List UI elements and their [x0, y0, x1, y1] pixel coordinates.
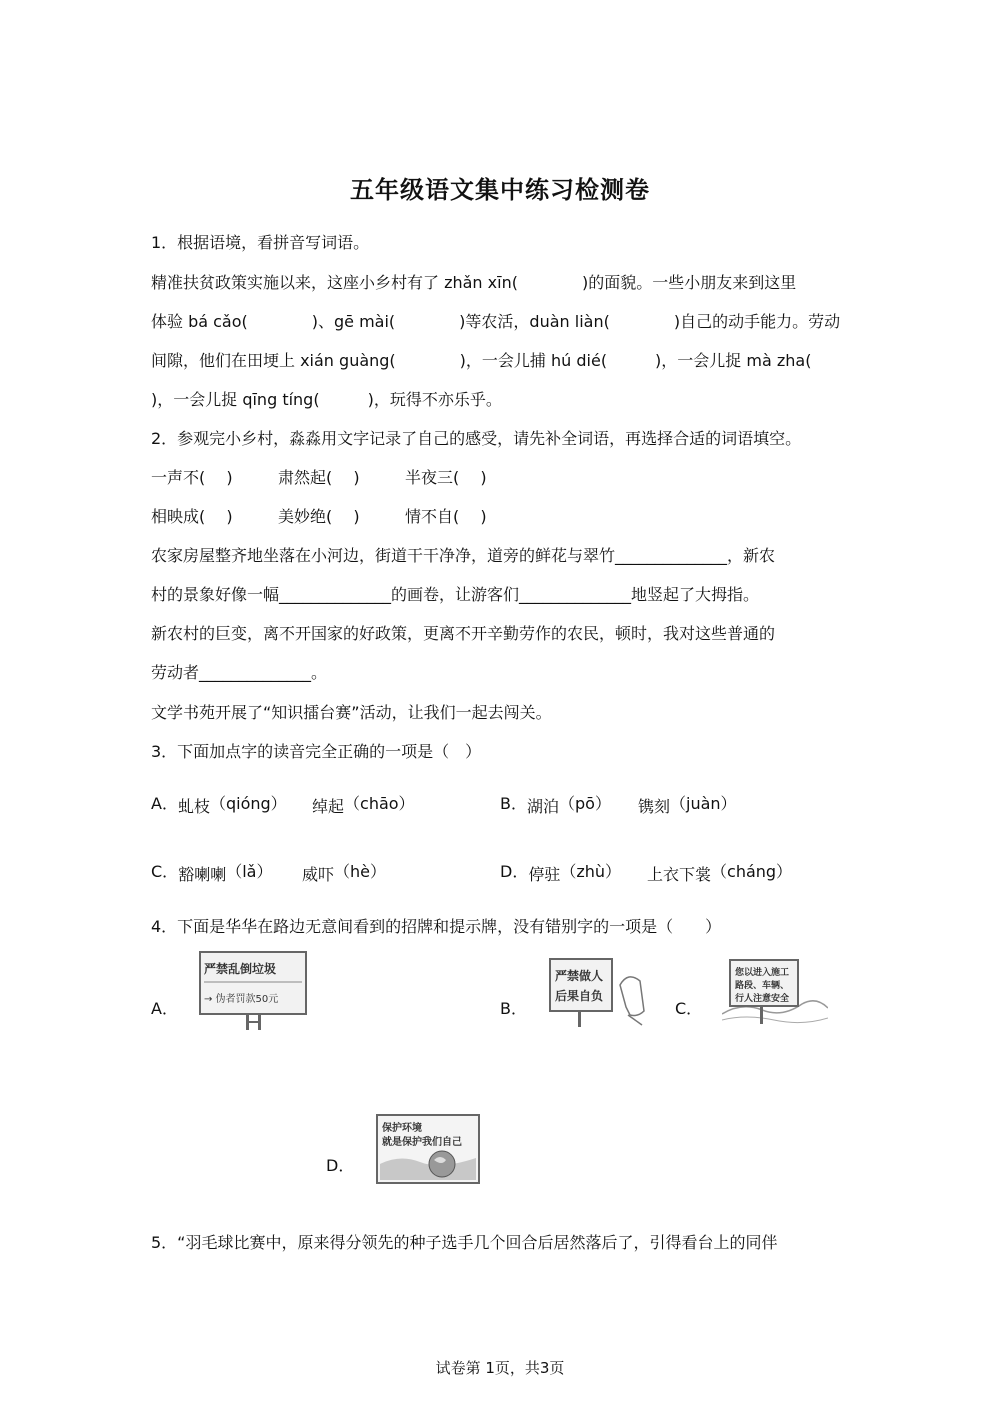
- q2-para-line-3: 新农村的巨变，离不开国家的好政策，更离不开辛勤劳作的农民，顿时，我对这些普通的: [151, 624, 776, 643]
- q3-option-d-second: [647, 861, 792, 883]
- q2-word-4: 相映成( ): [151, 507, 233, 526]
- q2-word-6: 情不自( ): [405, 507, 487, 526]
- option-word: 虬枝: [177, 797, 210, 816]
- q3-option-d: [500, 861, 621, 883]
- option-word: 豁喇喇: [178, 865, 227, 884]
- option-pinyin: （pō）: [559, 794, 611, 813]
- sign-b-line-1: 严禁做人: [555, 969, 604, 983]
- page-footer: 试卷第 1页，共3页: [435, 1359, 565, 1377]
- sign-d-line-1: 保护环境: [382, 1123, 422, 1134]
- option-pinyin: （chāo）: [344, 794, 415, 813]
- q1-line-3: 间隙，他们在田埂上 xián guàng( )，一会儿捕 hú dié( )，一会儿捉 mà zha(: [151, 351, 812, 370]
- option-pinyin: （qióng）: [209, 794, 287, 813]
- q3-option-a: [151, 793, 287, 815]
- q2-prompt: 2．参观完小乡村，淼淼用文字记录了自己的感受，请先补全词语，再选择合适的词语填空。: [151, 429, 802, 448]
- q4-option-d-letter: D．: [326, 1156, 355, 1175]
- q4-option-a-letter: A．: [151, 999, 178, 1018]
- q3-option-b: [500, 793, 611, 815]
- option-letter: A．: [151, 794, 178, 813]
- q3-option-a-second: [312, 793, 415, 815]
- q2-word-5: 美妙绝( ): [278, 507, 360, 526]
- sign-c-image: [722, 958, 828, 1028]
- option-pinyin: （zhù）: [560, 862, 622, 881]
- sign-a-line-1: 严禁乱倒垃圾: [204, 962, 277, 976]
- q3-option-c-second: [302, 861, 386, 883]
- option-word: 上衣下裳: [647, 865, 712, 884]
- sign-b-image: [548, 957, 658, 1029]
- sign-c-line-2: 路段、车辆、: [735, 981, 790, 991]
- option-word: 镌刻: [638, 797, 671, 816]
- sign-c-line-1: 您以进入施工: [735, 968, 790, 978]
- option-pinyin: （cháng）: [711, 862, 793, 881]
- q4-option-c-letter: C．: [675, 999, 703, 1018]
- sign-a-line-2: → 伪者罚款50元: [204, 994, 279, 1005]
- q1-prompt: 1．根据语境，看拼音写词语。: [151, 233, 370, 252]
- sign-a-image: [198, 950, 310, 1032]
- option-letter: B．: [500, 794, 527, 813]
- q4-option-b-letter: B．: [500, 999, 527, 1018]
- q1-line-1: 精准扶贫政策实施以来，这座小乡村有了 zhǎn xīn( )的面貌。一些小朋友来到这里: [151, 273, 797, 292]
- q1-line-2: 体验 bá cǎo( )、gē mài( )等农活，duàn liàn( )自己的动手能力。劳动: [151, 312, 841, 331]
- option-pinyin: （lǎ）: [226, 862, 273, 881]
- sign-c-line-3: 行人注意安全: [735, 994, 790, 1004]
- activity-intro: 文学书苑开展了“知识擂台赛”活动，让我们一起去闯关。: [151, 703, 552, 722]
- option-word: 湖泊: [526, 797, 559, 816]
- q2-para-line-1: 农家房屋整齐地坐落在小河边，街道干干净净，道旁的鲜花与翠竹______________，新农: [151, 546, 776, 565]
- q4-prompt: 4．下面是华华在路边无意间看到的招牌和提示牌，没有错别字的一项是（ ）: [151, 917, 722, 936]
- option-word: 绰起: [312, 797, 345, 816]
- option-word: 停驻: [528, 865, 561, 884]
- q2-para-line-4: 劳动者______________。: [151, 663, 328, 682]
- option-letter: D．: [500, 862, 529, 881]
- q3-option-b-second: [638, 793, 737, 815]
- option-pinyin: （juàn）: [670, 794, 737, 813]
- q2-word-2: 肃然起( ): [278, 468, 360, 487]
- page-title: 五年级语文集中练习检测卷: [350, 176, 650, 204]
- q2-word-3: 半夜三( ): [405, 468, 487, 487]
- option-pinyin: （hè）: [334, 862, 387, 881]
- q3-option-c: [151, 861, 272, 883]
- sign-b-line-2: 后果自负: [555, 989, 604, 1003]
- sign-d-line-2: 就是保护我们自己: [382, 1137, 462, 1148]
- q3-prompt: 3．下面加点字的读音完全正确的一项是（ ）: [151, 742, 482, 761]
- q5-prompt: 5．“羽毛球比赛中，原来得分领先的种子选手几个回合后居然落后了，引得看台上的同伴: [151, 1233, 778, 1252]
- q2-word-1: 一声不( ): [151, 468, 233, 487]
- q2-para-line-2: 村的景象好像一幅______________的画卷，让游客们______________地竖起了大拇指。: [151, 585, 760, 604]
- option-letter: C．: [151, 862, 179, 881]
- q1-line-4: )，一会儿捉 qīng tíng( )，玩得不亦乐乎。: [151, 390, 502, 409]
- option-word: 威吓: [302, 865, 335, 884]
- sign-d-image: [376, 1114, 480, 1184]
